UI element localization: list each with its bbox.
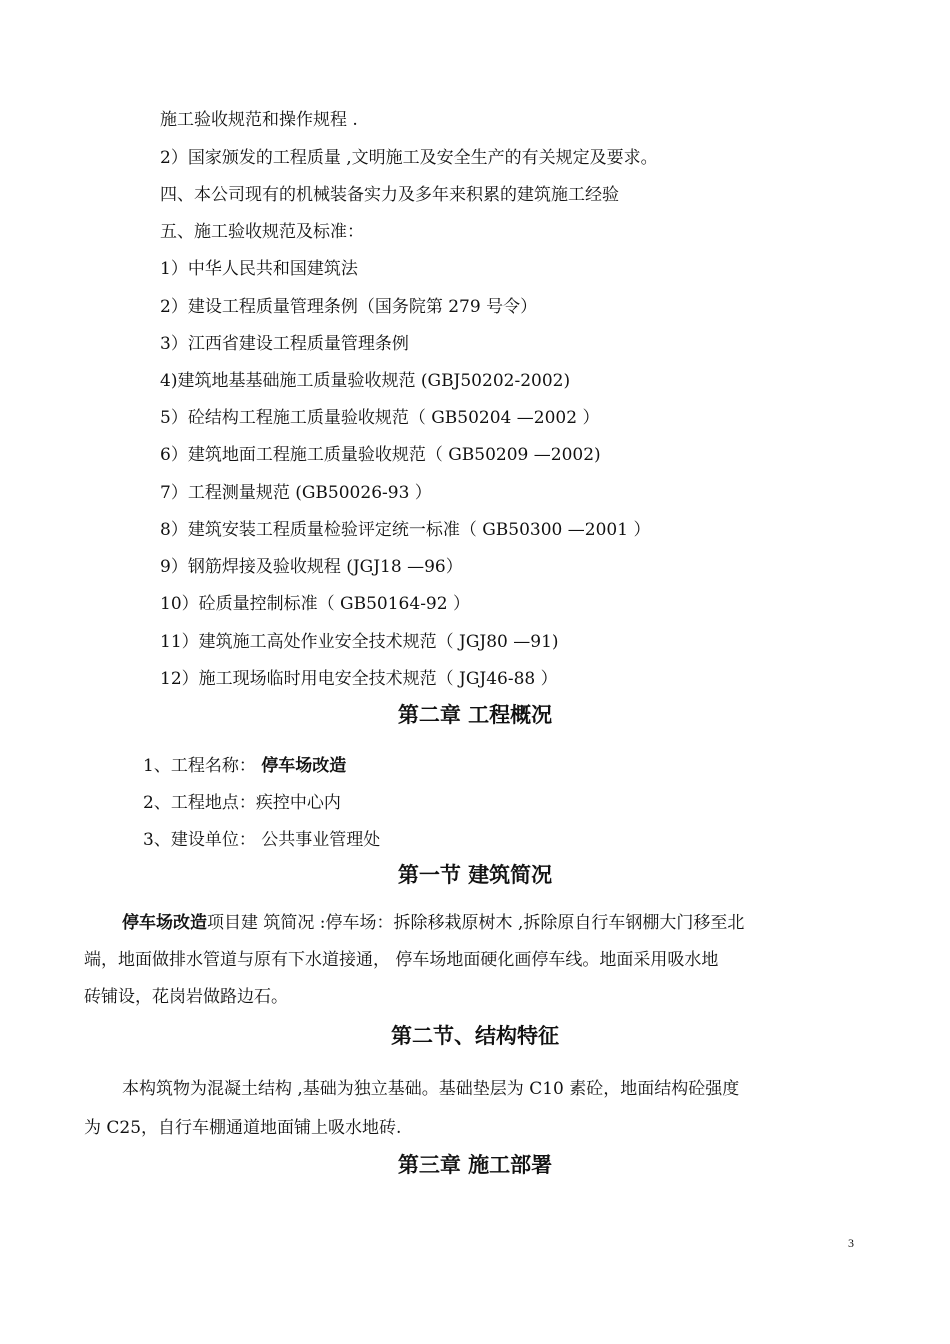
page-number: 3 xyxy=(848,1236,854,1250)
section-2-para-line-1: 本构筑物为混凝土结构 ,基础为独立基础。基础垫层为 C10 素砼，地面结构砼强度 xyxy=(122,1079,740,1099)
list-item: 8）建筑安装工程质量检验评定统一标准（ GB50300 —2001 ） xyxy=(160,520,651,540)
list-item: 5）砼结构工程施工质量验收规范（ GB50204 —2002 ） xyxy=(160,408,600,428)
text-line: 五、施工验收规范及标准： xyxy=(160,222,364,242)
project-name-value: 停车场改造 xyxy=(261,756,347,776)
text-line: 2）国家颁发的工程质量 ,文明施工及安全生产的有关规定及要求。 xyxy=(160,148,658,168)
text-line: 施工验收规范和操作规程 . xyxy=(160,110,358,130)
list-item: 7）工程测量规范 (GB50026-93 ） xyxy=(160,483,432,503)
chapter-3-heading: 第三章 施工部署 xyxy=(397,1153,553,1177)
list-item: 10）砼质量控制标准（ GB50164-92 ） xyxy=(160,594,470,614)
list-item: 9）钢筋焊接及验收规程 (JGJ18 —96） xyxy=(160,557,463,577)
list-item: 4)建筑地基基础施工质量验收规范 (GBJ50202-2002) xyxy=(160,371,571,391)
section-1-para-line-2: 端，地面做排水管道与原有下水道接通， 停车场地面硬化画停车线。地面采用吸水地 xyxy=(84,950,719,970)
construction-unit-line: 3、建设单位： 公共事业管理处 xyxy=(143,830,381,850)
chapter-2-heading: 第二章 工程概况 xyxy=(397,703,553,727)
text-line: 四、本公司现有的机械装备实力及多年来积累的建筑施工经验 xyxy=(160,185,619,205)
section-1-line-1-text: 项目建 筑简况 :停车场：拆除移栽原树木 ,拆除原自行车钢棚大门移至北 xyxy=(207,913,745,933)
section-1-para-line-3: 砖铺设，花岗岩做路边石。 xyxy=(84,987,288,1007)
list-item: 2）建设工程质量管理条例（国务院第 279 号令） xyxy=(160,297,538,317)
project-name-line xyxy=(143,754,346,778)
section-1-lead: 停车场改造 xyxy=(122,913,207,933)
project-name-label: 1、工程名称： xyxy=(143,756,256,776)
list-item: 11）建筑施工高处作业安全技术规范（ JGJ80 —91) xyxy=(160,632,559,652)
list-item: 6）建筑地面工程施工质量验收规范（ GB50209 —2002) xyxy=(160,445,601,465)
list-item: 3）江西省建设工程质量管理条例 xyxy=(160,334,409,354)
section-2-heading: 第二节、结构特征 xyxy=(391,1024,559,1048)
section-2-para-line-2: 为 C25，自行车棚通道地面铺上吸水地砖. xyxy=(84,1118,402,1138)
list-item: 12）施工现场临时用电安全技术规范（ JGJ46-88 ） xyxy=(160,669,558,689)
project-location-line: 2、工程地点：疾控中心内 xyxy=(143,793,341,813)
section-1-para-line-1 xyxy=(122,911,744,935)
section-1-heading: 第一节 建筑简况 xyxy=(397,863,553,887)
list-item: 1）中华人民共和国建筑法 xyxy=(160,259,358,279)
